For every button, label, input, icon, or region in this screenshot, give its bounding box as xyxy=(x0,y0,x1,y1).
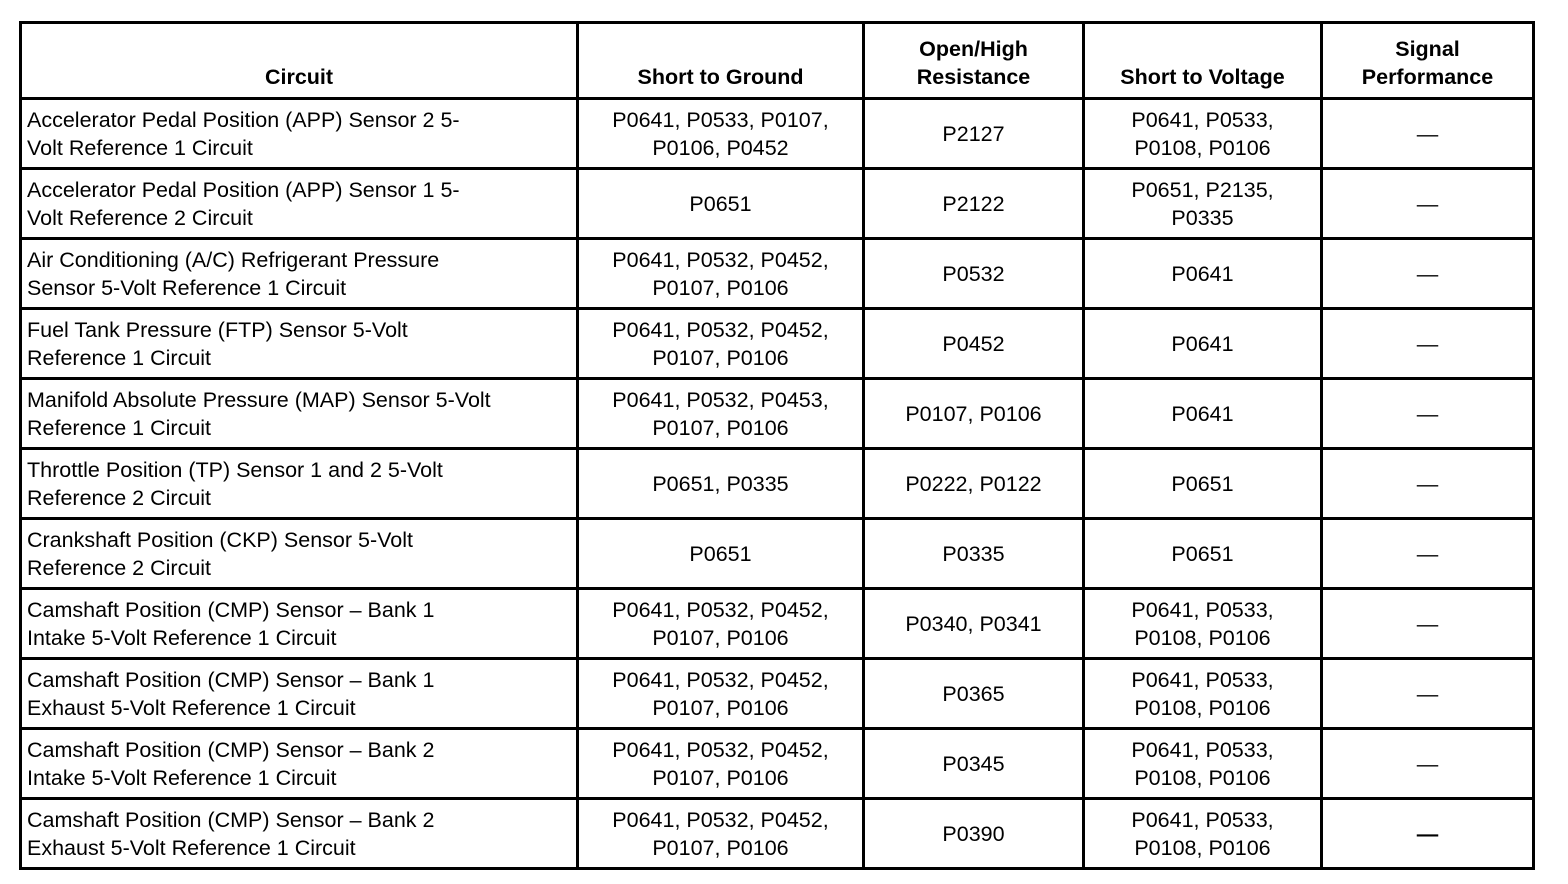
short-to-voltage-cell xyxy=(1084,589,1322,659)
stg-line2: P0106, P0452 xyxy=(652,135,789,160)
circuit-line1: Accelerator Pedal Position (APP) Sensor 1 5- xyxy=(27,177,460,202)
circuit-line1: Crankshaft Position (CKP) Sensor 5-Volt xyxy=(27,527,413,552)
dtc-circuit-table xyxy=(19,21,1535,870)
stg-line1: P0641, P0532, P0452, xyxy=(612,317,829,342)
stv-line2: P0335 xyxy=(1171,205,1234,230)
circuit-cell xyxy=(21,309,578,379)
stv-line1: P0641 xyxy=(1171,261,1234,286)
stg-line2: P0107, P0106 xyxy=(652,765,789,790)
table-row xyxy=(21,449,1534,519)
open-high-resistance-cell xyxy=(864,729,1084,799)
short-to-voltage-cell xyxy=(1084,799,1322,869)
open-line1: P0107, P0106 xyxy=(905,401,1042,426)
stg-line1: P0651 xyxy=(689,191,752,216)
open-high-resistance-cell xyxy=(864,239,1084,309)
open-line1: P2122 xyxy=(942,191,1005,216)
short-to-ground-cell xyxy=(578,729,864,799)
circuit-line2: Reference 1 Circuit xyxy=(27,415,212,440)
circuit-line2: Exhaust 5-Volt Reference 1 Circuit xyxy=(27,695,356,720)
circuit-line2: Reference 2 Circuit xyxy=(27,485,212,510)
header-short-to-voltage xyxy=(1084,23,1322,99)
signal-value: — xyxy=(1416,121,1439,146)
stg-line1: P0641, P0533, P0107, xyxy=(612,107,829,132)
table-row xyxy=(21,99,1534,169)
short-to-voltage-cell xyxy=(1084,239,1322,309)
stv-line1: P0641, P0533, xyxy=(1131,737,1274,762)
circuit-cell xyxy=(21,519,578,589)
circuit-line1: Throttle Position (TP) Sensor 1 and 2 5-Volt xyxy=(27,457,443,482)
open-line1: P0365 xyxy=(942,681,1005,706)
short-to-ground-cell xyxy=(578,799,864,869)
open-high-resistance-cell xyxy=(864,659,1084,729)
stv-line1: P0641, P0533, xyxy=(1131,597,1274,622)
open-line1: P0452 xyxy=(942,331,1005,356)
short-to-ground-cell xyxy=(578,659,864,729)
open-line1: P2127 xyxy=(942,121,1005,146)
signal-value: — xyxy=(1416,541,1439,566)
stg-line2: P0107, P0106 xyxy=(652,345,789,370)
signal-performance-cell xyxy=(1322,799,1534,869)
header-signal-performance xyxy=(1322,23,1534,99)
short-to-ground-cell xyxy=(578,589,864,659)
circuit-line1: Camshaft Position (CMP) Sensor – Bank 1 xyxy=(27,667,435,692)
short-to-ground-cell xyxy=(578,309,864,379)
header-short-to-ground-label: Short to Ground xyxy=(637,65,804,89)
stg-line1: P0641, P0532, P0452, xyxy=(612,597,829,622)
open-line1: P0345 xyxy=(942,751,1005,776)
circuit-cell xyxy=(21,99,578,169)
stg-line1: P0641, P0532, P0452, xyxy=(612,807,829,832)
signal-value: — xyxy=(1416,261,1439,286)
stv-line1: P0641, P0533, xyxy=(1131,807,1274,832)
open-high-resistance-cell xyxy=(864,309,1084,379)
circuit-line2: Reference 1 Circuit xyxy=(27,345,212,370)
circuit-line1: Manifold Absolute Pressure (MAP) Sensor 5-Volt xyxy=(27,387,491,412)
stg-line1: P0641, P0532, P0452, xyxy=(612,667,829,692)
signal-performance-cell xyxy=(1322,379,1534,449)
stv-line2: P0108, P0106 xyxy=(1134,625,1271,650)
signal-performance-cell xyxy=(1322,729,1534,799)
table-row xyxy=(21,379,1534,449)
circuit-line1: Air Conditioning (A/C) Refrigerant Pressure xyxy=(27,247,440,272)
table-row xyxy=(21,729,1534,799)
signal-value: — xyxy=(1416,401,1439,426)
signal-value: — xyxy=(1416,611,1439,636)
short-to-voltage-cell xyxy=(1084,729,1322,799)
circuit-cell xyxy=(21,379,578,449)
stv-line1: P0651 xyxy=(1171,471,1234,496)
open-high-resistance-cell xyxy=(864,799,1084,869)
header-signal-label-line2: Performance xyxy=(1361,65,1494,89)
table-row xyxy=(21,659,1534,729)
open-high-resistance-cell xyxy=(864,169,1084,239)
signal-performance-cell xyxy=(1322,169,1534,239)
stv-line2: P0108, P0106 xyxy=(1134,135,1271,160)
stg-line2: P0107, P0106 xyxy=(652,695,789,720)
circuit-line2: Reference 2 Circuit xyxy=(27,555,212,580)
open-high-resistance-cell xyxy=(864,449,1084,519)
signal-value: — xyxy=(1416,821,1439,846)
open-line1: P0390 xyxy=(942,821,1005,846)
header-circuit xyxy=(21,23,578,99)
circuit-line2: Volt Reference 1 Circuit xyxy=(27,135,253,160)
circuit-cell xyxy=(21,729,578,799)
short-to-voltage-cell xyxy=(1084,449,1322,519)
short-to-voltage-cell xyxy=(1084,169,1322,239)
short-to-ground-cell xyxy=(578,239,864,309)
short-to-ground-cell xyxy=(578,519,864,589)
circuit-line1: Camshaft Position (CMP) Sensor – Bank 2 xyxy=(27,737,435,762)
stg-line2: P0107, P0106 xyxy=(652,835,789,860)
signal-value: — xyxy=(1416,751,1439,776)
circuit-line1: Camshaft Position (CMP) Sensor – Bank 2 xyxy=(27,807,435,832)
stg-line1: P0641, P0532, P0452, xyxy=(612,737,829,762)
open-line1: P0532 xyxy=(942,261,1005,286)
table-row xyxy=(21,309,1534,379)
circuit-line1: Accelerator Pedal Position (APP) Sensor 2 5- xyxy=(27,107,460,132)
table-row xyxy=(21,799,1534,869)
stv-line1: P0641 xyxy=(1171,401,1234,426)
open-line1: P0340, P0341 xyxy=(905,611,1042,636)
header-open-high-label-line2: Resistance xyxy=(916,65,1031,89)
stg-line2: P0107, P0106 xyxy=(652,275,789,300)
header-short-to-ground xyxy=(578,23,864,99)
stv-line1: P0641 xyxy=(1171,331,1234,356)
stv-line1: P0651, P2135, xyxy=(1131,177,1274,202)
circuit-cell xyxy=(21,449,578,519)
short-to-voltage-cell xyxy=(1084,659,1322,729)
short-to-voltage-cell xyxy=(1084,309,1322,379)
open-high-resistance-cell xyxy=(864,519,1084,589)
stg-line1: P0651 xyxy=(689,541,752,566)
circuit-cell xyxy=(21,239,578,309)
circuit-cell xyxy=(21,659,578,729)
stv-line2: P0108, P0106 xyxy=(1134,765,1271,790)
table-row xyxy=(21,589,1534,659)
circuit-line1: Camshaft Position (CMP) Sensor – Bank 1 xyxy=(27,597,435,622)
circuit-cell xyxy=(21,589,578,659)
stv-line1: P0641, P0533, xyxy=(1131,107,1274,132)
short-to-voltage-cell xyxy=(1084,379,1322,449)
circuit-cell xyxy=(21,799,578,869)
open-line1: P0335 xyxy=(942,541,1005,566)
circuit-line2: Volt Reference 2 Circuit xyxy=(27,205,253,230)
signal-performance-cell xyxy=(1322,309,1534,379)
signal-value: — xyxy=(1416,191,1439,216)
short-to-ground-cell xyxy=(578,169,864,239)
open-line1: P0222, P0122 xyxy=(905,471,1042,496)
signal-value: — xyxy=(1416,331,1439,356)
open-high-resistance-cell xyxy=(864,99,1084,169)
short-to-voltage-cell xyxy=(1084,99,1322,169)
stg-line2: P0107, P0106 xyxy=(652,625,789,650)
signal-value: — xyxy=(1416,471,1439,496)
table-header xyxy=(21,23,1534,99)
stg-line1: P0651, P0335 xyxy=(652,471,789,496)
signal-performance-cell xyxy=(1322,99,1534,169)
signal-performance-cell xyxy=(1322,519,1534,589)
short-to-voltage-cell xyxy=(1084,519,1322,589)
stg-line1: P0641, P0532, P0452, xyxy=(612,247,829,272)
stv-line1: P0651 xyxy=(1171,541,1234,566)
signal-performance-cell xyxy=(1322,449,1534,519)
stg-line1: P0641, P0532, P0453, xyxy=(612,387,829,412)
stv-line2: P0108, P0106 xyxy=(1134,835,1271,860)
circuit-line2: Intake 5-Volt Reference 1 Circuit xyxy=(27,625,337,650)
stv-line2: P0108, P0106 xyxy=(1134,695,1271,720)
circuit-line2: Exhaust 5-Volt Reference 1 Circuit xyxy=(27,835,356,860)
short-to-ground-cell xyxy=(578,449,864,519)
table-row xyxy=(21,519,1534,589)
open-high-resistance-cell xyxy=(864,379,1084,449)
table-row xyxy=(21,239,1534,309)
signal-performance-cell xyxy=(1322,239,1534,309)
signal-value: — xyxy=(1416,681,1439,706)
short-to-ground-cell xyxy=(578,99,864,169)
short-to-ground-cell xyxy=(578,379,864,449)
header-open-high-label-line1: Open/High xyxy=(919,37,1028,61)
circuit-line2: Sensor 5-Volt Reference 1 Circuit xyxy=(27,275,347,300)
circuit-cell xyxy=(21,169,578,239)
circuit-line2: Intake 5-Volt Reference 1 Circuit xyxy=(27,765,337,790)
signal-performance-cell xyxy=(1322,659,1534,729)
open-high-resistance-cell xyxy=(864,589,1084,659)
table-row xyxy=(21,169,1534,239)
stg-line2: P0107, P0106 xyxy=(652,415,789,440)
header-circuit-label: Circuit xyxy=(264,65,334,89)
table-body xyxy=(21,99,1534,869)
signal-performance-cell xyxy=(1322,589,1534,659)
header-short-to-voltage-label: Short to Voltage xyxy=(1120,65,1285,89)
stv-line1: P0641, P0533, xyxy=(1131,667,1274,692)
header-row xyxy=(21,23,1534,99)
header-open-high-resistance xyxy=(864,23,1084,99)
circuit-line1: Fuel Tank Pressure (FTP) Sensor 5-Volt xyxy=(27,317,408,342)
header-signal-label-line1: Signal xyxy=(1395,37,1460,61)
